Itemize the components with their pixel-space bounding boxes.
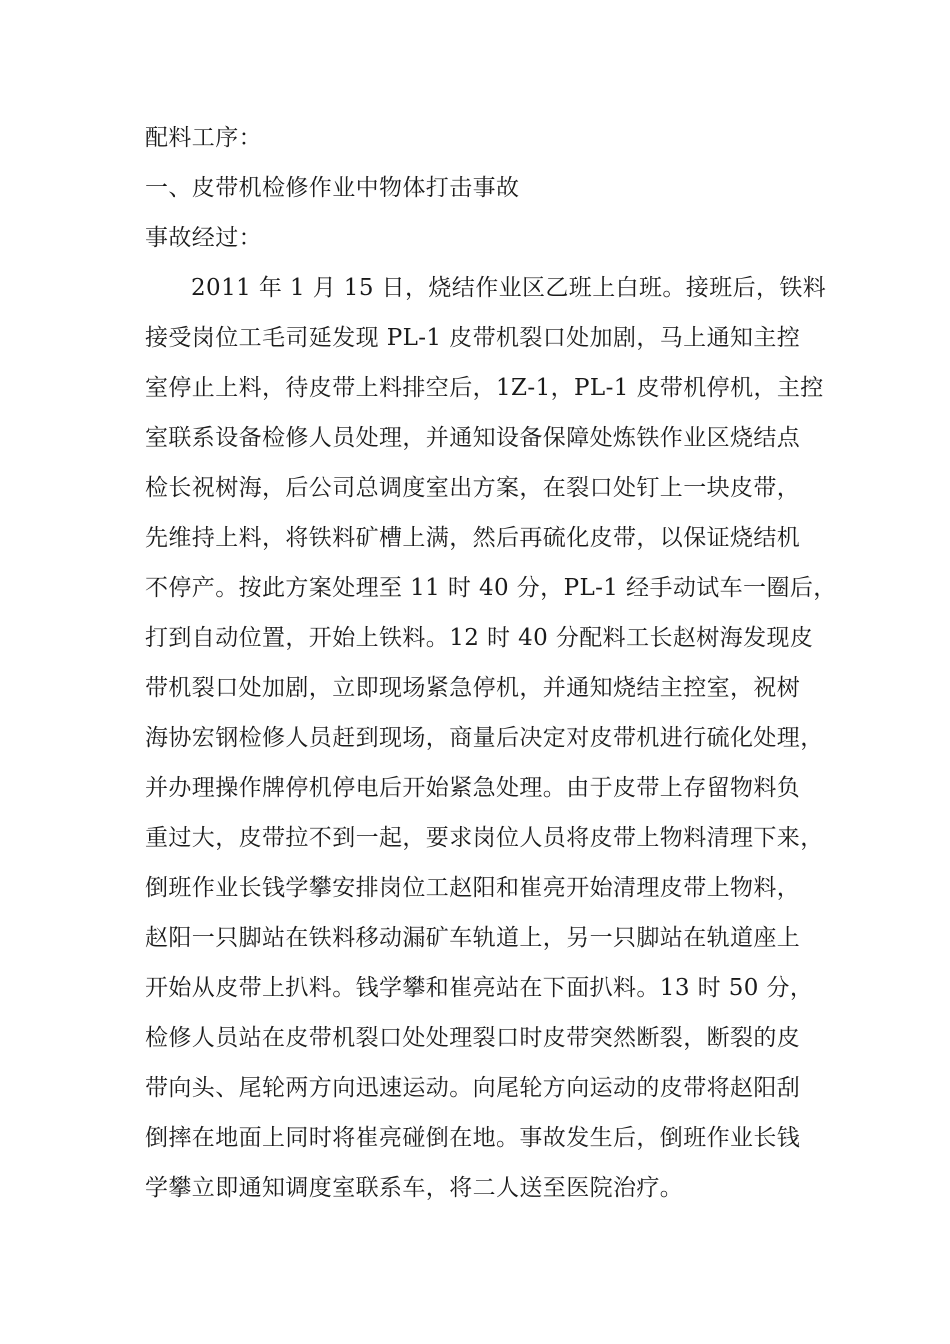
paragraph-line: 带向头、尾轮两方向迅速运动。向尾轮方向运动的皮带将赵阳刮 (145, 1075, 801, 1101)
paragraph-line: 倒班作业长钱学攀安排岗位工赵阳和崔亮开始清理皮带上物料， (145, 875, 801, 901)
paragraph-line: 检长祝树海，后公司总调度室出方案，在裂口处钉上一块皮带， (145, 475, 801, 501)
paragraph-line: 打到自动位置，开始上铁料。12 时 40 分配料工长赵树海发现皮 (145, 625, 814, 651)
incident-title: 一、皮带机检修作业中物体打击事故 (145, 175, 520, 201)
incident-paragraph (145, 263, 837, 1213)
paragraph-line: 开始从皮带上扒料。钱学攀和崔亮站在下面扒料。13 时 50 分， (145, 975, 814, 1001)
paragraph-line: 学攀立即通知调度室联系车，将二人送至医院治疗。 (145, 1175, 684, 1201)
paragraph-line: 并办理操作牌停机停电后开始紧急处理。由于皮带上存留物料负 (145, 775, 801, 801)
paragraph-line: 赵阳一只脚站在铁料移动漏矿车轨道上，另一只脚站在轨道座上 (145, 925, 801, 951)
paragraph-line: 室停止上料，待皮带上料排空后，1Z-1，PL-1 皮带机停机，主控 (145, 375, 824, 401)
paragraph-line: 检修人员站在皮带机裂口处处理裂口时皮带突然断裂，断裂的皮 (145, 1025, 801, 1051)
document-body (145, 113, 837, 1213)
paragraph-line: 室联系设备检修人员处理，并通知设备保障处炼铁作业区烧结点 (145, 425, 801, 451)
paragraph-line: 倒摔在地面上同时将崔亮碰倒在地。事故发生后，倒班作业长钱 (145, 1125, 801, 1151)
paragraph-line: 海协宏钢检修人员赶到现场，商量后决定对皮带机进行硫化处理， (145, 725, 824, 751)
paragraph-line: 重过大，皮带拉不到一起，要求岗位人员将皮带上物料清理下来， (145, 825, 824, 851)
section-heading: 配料工序： (145, 125, 262, 151)
incident-subheading: 事故经过： (145, 225, 262, 251)
paragraph-line: 接受岗位工毛司延发现 PL-1 皮带机裂口处加剧，马上通知主控 (145, 325, 801, 351)
paragraph-line: 带机裂口处加剧，立即现场紧急停机，并通知烧结主控室，祝树 (145, 675, 801, 701)
paragraph-line: 2011 年 1 月 15 日，烧结作业区乙班上白班。接班后，铁料 (191, 275, 827, 301)
paragraph-line: 先维持上料，将铁料矿槽上满，然后再硫化皮带，以保证烧结机 (145, 525, 801, 551)
paragraph-line: 不停产。按此方案处理至 11 时 40 分，PL-1 经手动试车一圈后， (145, 575, 837, 601)
